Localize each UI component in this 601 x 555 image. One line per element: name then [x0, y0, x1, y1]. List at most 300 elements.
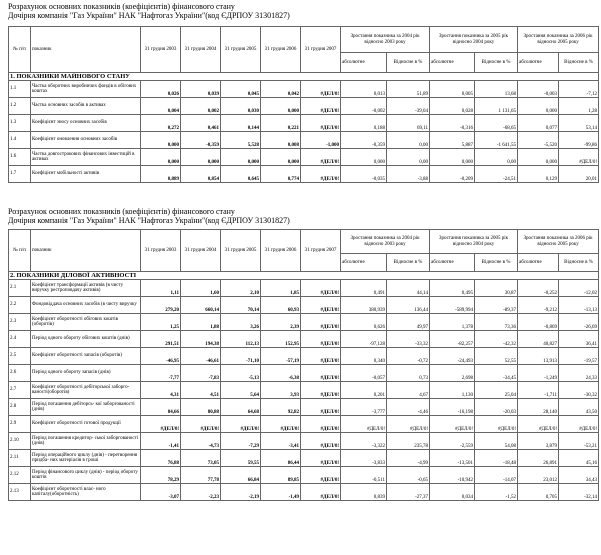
value-cell: #ДЕЛ/0!: [301, 416, 341, 433]
value-cell: 84,66: [141, 399, 181, 416]
value-cell: #ДЕЛ/0!: [301, 280, 341, 297]
indicator-name: Коефіцієнт оборотності влас- ного капіталу(оборотність): [31, 484, 141, 501]
value-cell: -46,61: [181, 348, 221, 365]
value-cell: -2,19: [221, 484, 261, 501]
value-cell: 0,000: [261, 149, 301, 166]
growth-cell: -5,520: [518, 132, 559, 149]
growth-cell: 30,87: [475, 280, 518, 297]
indicator-name: Період одного обороту запасів (днів): [31, 365, 141, 382]
value-cell: 0,221: [261, 115, 301, 132]
value-cell: #ДЕЛ/0!: [301, 467, 341, 484]
value-cell: 1,88: [181, 314, 221, 331]
indicator-name: Частка основних засобів в активах: [31, 98, 141, 115]
value-cell: 59,55: [221, 450, 261, 467]
header-absolute: абсолютне: [430, 53, 475, 73]
growth-cell: 13,913: [518, 348, 559, 365]
growth-cell: -34,45: [475, 365, 518, 382]
header-relative: Відносне в %: [559, 53, 599, 73]
growth-cell: 0,491: [341, 280, 387, 297]
value-cell: -1,000: [301, 132, 341, 149]
growth-cell: 0,73: [387, 365, 430, 382]
header-date-2004: 31 грудня 2004: [181, 27, 221, 73]
value-cell: #ДЕЛ/0!: [301, 81, 341, 98]
value-cell: 64,68: [221, 399, 261, 416]
value-cell: 92,82: [261, 399, 301, 416]
table-row: [9, 331, 599, 348]
value-cell: #ДЕЛ/0!: [301, 314, 341, 331]
value-cell: 0,000: [221, 149, 261, 166]
value-cell: -0,359: [181, 132, 221, 149]
header-growth-2005: Зростання показника за 2005 рік відносно 2004 року: [430, 230, 518, 254]
row-number: 2.8: [9, 399, 31, 416]
growth-cell: 0,705: [518, 484, 559, 501]
growth-cell: 13,68: [475, 81, 518, 98]
growth-cell: 20,01: [559, 166, 599, 183]
value-cell: 0,000: [141, 132, 181, 149]
growth-cell: -13,501: [430, 450, 475, 467]
growth-cell: -16,198: [430, 399, 475, 416]
growth-cell: -2,559: [430, 433, 475, 450]
growth-cell: -12,02: [559, 280, 599, 297]
row-number: 1.7: [9, 166, 31, 183]
value-cell: -1,41: [141, 433, 181, 450]
growth-cell: 0,839: [341, 484, 387, 501]
company-line: Дочірня компанія "Газ України" НАК "Нафтогаз України"(код ЄДРПОУ 31301827): [8, 216, 290, 225]
growth-cell: 73,36: [475, 314, 518, 331]
row-number: 2.9: [9, 416, 31, 433]
growth-cell: -32,14: [559, 484, 599, 501]
growth-cell: -1 641,55: [475, 132, 518, 149]
growth-cell: 0,188: [341, 115, 387, 132]
header-relative: Відносне в %: [559, 254, 599, 272]
table-block-2: [8, 207, 598, 501]
growth-cell: 2,698: [430, 365, 475, 382]
value-cell: #ДЕЛ/0!: [301, 433, 341, 450]
growth-cell: 0,00: [475, 149, 518, 166]
value-cell: 1,25: [141, 314, 181, 331]
header-date-2003: 31 грудня 2003: [141, 27, 181, 73]
table-block-1: [8, 2, 598, 183]
value-cell: 5,528: [221, 132, 261, 149]
row-number: 2.11: [9, 450, 31, 467]
growth-cell: #ДЕЛ/0!: [387, 416, 430, 433]
value-cell: -71,10: [221, 348, 261, 365]
row-number: 1.3: [9, 115, 31, 132]
value-cell: 0,039: [181, 81, 221, 98]
row-number: 2.13: [9, 484, 31, 501]
header-growth-2005: Зростання показника за 2005 рік відносно 2004 року: [430, 27, 518, 53]
growth-cell: -99,86: [559, 132, 599, 149]
value-cell: #ДЕЛ/0!: [301, 98, 341, 115]
growth-cell: -33,32: [387, 331, 430, 348]
indicator-name: Коефіцієнт мобільності активів: [31, 166, 141, 183]
growth-cell: 0,129: [518, 166, 559, 183]
growth-cell: -0,003: [518, 81, 559, 98]
row-number: 2.1: [9, 280, 31, 297]
growth-cell: 25,04: [475, 382, 518, 399]
value-cell: #ДЕЛ/0!: [301, 348, 341, 365]
table-row: [9, 433, 599, 450]
value-cell: -46,95: [141, 348, 181, 365]
value-cell: 4,31: [141, 382, 181, 399]
value-cell: 4,51: [181, 382, 221, 399]
row-number: 2.7: [9, 382, 31, 399]
table-row: [9, 115, 599, 132]
growth-cell: -0,869: [518, 314, 559, 331]
value-cell: -4,73: [181, 433, 221, 450]
growth-cell: -10,942: [430, 467, 475, 484]
value-cell: #ДЕЛ/0!: [261, 416, 301, 433]
row-number: 2.10: [9, 433, 31, 450]
indicator-name: Фондовіддача основних засобів (в чисту виручку: [31, 297, 141, 314]
header-date-2006: 31 грудня 2006: [261, 27, 301, 73]
growth-cell: 45,16: [559, 450, 599, 467]
value-cell: #ДЕЛ/0!: [301, 365, 341, 382]
growth-cell: -3,88: [387, 166, 430, 183]
growth-cell: -68,65: [475, 115, 518, 132]
header-growth-2004: Зростання показника за 2004 рік відносно 2003 року: [341, 230, 430, 254]
header-date-2007: 31 грудня 2007: [301, 230, 341, 272]
growth-cell: 26,891: [518, 450, 559, 467]
row-number: 2.3: [9, 314, 31, 331]
value-cell: #ДЕЛ/0!: [181, 416, 221, 433]
table-row: [9, 98, 599, 115]
header-growth-2006: Зростання показника за 2006 рік відносно 2005 року: [518, 27, 599, 53]
growth-cell: -0,252: [518, 280, 559, 297]
indicator-name: Коефіцієнт оборотності готової продукції: [31, 416, 141, 433]
value-cell: -7,29: [221, 433, 261, 450]
value-cell: 0,000: [141, 149, 181, 166]
value-cell: 3,26: [221, 314, 261, 331]
growth-cell: 51,89: [387, 81, 430, 98]
value-cell: 0,774: [261, 166, 301, 183]
header-absolute: абсолютне: [341, 53, 387, 73]
value-cell: #ДЕЛ/0!: [301, 399, 341, 416]
growth-cell: #ДЕЛ/0!: [430, 416, 475, 433]
indicators-table-1: [8, 26, 599, 183]
value-cell: 73,05: [181, 450, 221, 467]
growth-cell: -1,52: [475, 484, 518, 501]
growth-cell: 69,11: [387, 115, 430, 132]
growth-cell: -1,711: [518, 382, 559, 399]
header-indicator: показник: [31, 27, 141, 73]
row-number: 1.1: [9, 81, 31, 98]
growth-cell: 52,55: [475, 348, 518, 365]
growth-cell: -0,511: [341, 467, 387, 484]
row-number: 2.2: [9, 297, 31, 314]
value-cell: 0,889: [141, 166, 181, 183]
growth-cell: -0,035: [341, 166, 387, 183]
growth-cell: 0,626: [341, 314, 387, 331]
indicator-name: Частка довгострокових фінансових інвестицій в активах: [31, 149, 141, 166]
growth-cell: -0,002: [341, 98, 387, 115]
header-absolute: абсолютне: [341, 254, 387, 272]
header-relative: Відносне в %: [475, 53, 518, 73]
header-absolute: абсолютне: [430, 254, 475, 272]
value-cell: 86,44: [261, 450, 301, 467]
row-number: 2.12: [9, 467, 31, 484]
value-cell: -3,07: [141, 484, 181, 501]
growth-cell: -20,03: [475, 399, 518, 416]
indicator-name: Коефіцієнт зносу основних засобів: [31, 115, 141, 132]
row-number: 1.4: [9, 132, 31, 149]
indicator-name: Частка оборотних виробничих фондів в обігових коштах: [31, 81, 141, 98]
growth-cell: 54,08: [475, 433, 518, 450]
value-cell: 0,854: [181, 166, 221, 183]
value-cell: 0,645: [221, 166, 261, 183]
growth-cell: 0,00: [387, 132, 430, 149]
growth-cell: 0,340: [341, 348, 387, 365]
header-indicator: показник: [31, 230, 141, 272]
growth-cell: -7,12: [559, 81, 599, 98]
header-number: № п/п: [9, 27, 31, 73]
indicator-name: Коефіцієнт оборотності дебіторської заборго- ваності(оборотів): [31, 382, 141, 399]
value-cell: 80,88: [181, 399, 221, 416]
growth-cell: -18,48: [475, 450, 518, 467]
value-cell: -7,77: [141, 365, 181, 382]
section-title: 1. ПОКАЗНИКИ МАЙНОВОГО СТАНУ: [9, 73, 599, 81]
value-cell: -5,13: [221, 365, 261, 382]
growth-cell: #ДЕЛ/0!: [559, 416, 599, 433]
table-row: [9, 416, 599, 433]
row-number: 1.2: [9, 98, 31, 115]
header-growth-2004: Зростання показника за 2004 рік відносно 2003 року: [341, 27, 430, 53]
value-cell: -2,23: [181, 484, 221, 501]
growth-cell: -26,69: [559, 314, 599, 331]
value-cell: 0,045: [221, 81, 261, 98]
growth-cell: -589,994: [430, 297, 475, 314]
growth-cell: 1,28: [559, 98, 599, 115]
growth-cell: #ДЕЛ/0!: [475, 416, 518, 433]
value-cell: 2,10: [221, 280, 261, 297]
growth-cell: -4,99: [387, 450, 430, 467]
value-cell: -1,49: [261, 484, 301, 501]
table-row: [9, 365, 599, 382]
table-row: [9, 382, 599, 399]
value-cell: 152,95: [261, 331, 301, 348]
document-title: Розрахунок основних показників (коефіцієнтів) фінансового стану: [8, 2, 235, 11]
growth-cell: -42,32: [475, 331, 518, 348]
table-row: [9, 484, 599, 501]
value-cell: 1,11: [141, 280, 181, 297]
table-row: [9, 132, 599, 149]
growth-cell: 0,201: [341, 382, 387, 399]
value-cell: 78,29: [141, 467, 181, 484]
indicator-name: Коефіцієнт оновлення основних засобів: [31, 132, 141, 149]
value-cell: 1,60: [181, 280, 221, 297]
growth-cell: 1,378: [430, 314, 475, 331]
growth-cell: 24,33: [559, 365, 599, 382]
growth-cell: -53,21: [559, 433, 599, 450]
growth-cell: 53,14: [559, 115, 599, 132]
growth-cell: #ДЕЛ/0!: [341, 416, 387, 433]
growth-cell: 23,012: [518, 467, 559, 484]
value-cell: -57,19: [261, 348, 301, 365]
growth-cell: #ДЕЛ/0!: [559, 149, 599, 166]
table-row: [9, 297, 599, 314]
value-cell: 660,14: [181, 297, 221, 314]
growth-cell: -0,057: [341, 365, 387, 382]
value-cell: 2,39: [261, 314, 301, 331]
growth-cell: 0,495: [430, 280, 475, 297]
header-date-2004: 31 грудня 2004: [181, 230, 221, 272]
growth-cell: 43,50: [559, 399, 599, 416]
value-cell: 0,004: [141, 98, 181, 115]
value-cell: #ДЕЛ/0!: [301, 484, 341, 501]
value-cell: -7,83: [181, 365, 221, 382]
growth-cell: -9,212: [518, 297, 559, 314]
indicator-name: Період одного обороту обігових коштів (днів): [31, 331, 141, 348]
indicator-name: Період операційного циклу (днів) - перетворення придба- них матеріалів в гроші: [31, 450, 141, 467]
value-cell: 66,84: [221, 467, 261, 484]
value-cell: #ДЕЛ/0!: [221, 416, 261, 433]
growth-cell: 0,000: [341, 149, 387, 166]
value-cell: 0,008: [261, 132, 301, 149]
growth-cell: 1,130: [430, 382, 475, 399]
header-date-2003: 31 грудня 2003: [141, 230, 181, 272]
header-relative: Відносне в %: [387, 254, 430, 272]
indicator-name: Період погашення кредитор- ської заборгованості (днів): [31, 433, 141, 450]
value-cell: -6,38: [261, 365, 301, 382]
value-cell: 1,85: [261, 280, 301, 297]
header-date-2005: 31 грудня 2005: [221, 27, 261, 73]
growth-cell: 0,000: [518, 98, 559, 115]
header-absolute: абсолютне: [518, 53, 559, 73]
growth-cell: 0,000: [518, 149, 559, 166]
growth-cell: -27,37: [387, 484, 430, 501]
value-cell: 77,78: [181, 467, 221, 484]
value-cell: 0,026: [141, 81, 181, 98]
indicators-table-2: [8, 229, 599, 501]
growth-cell: 36,41: [559, 331, 599, 348]
row-number: 2.4: [9, 331, 31, 348]
header-date-2006: 31 грудня 2006: [261, 230, 301, 272]
growth-cell: -89,37: [475, 297, 518, 314]
value-cell: 0,042: [261, 81, 301, 98]
indicator-name: Період фінансового циклу (днів) - період обороту коштів: [31, 467, 141, 484]
value-cell: 76,88: [141, 450, 181, 467]
growth-cell: 49,97: [387, 314, 430, 331]
growth-cell: 28,140: [518, 399, 559, 416]
growth-cell: 136,44: [387, 297, 430, 314]
growth-cell: 0,005: [430, 81, 475, 98]
value-cell: 194,38: [181, 331, 221, 348]
table-row: [9, 149, 599, 166]
growth-cell: 0,013: [341, 81, 387, 98]
growth-cell: 0,077: [518, 115, 559, 132]
growth-cell: 235,78: [387, 433, 430, 450]
growth-cell: 4,67: [387, 382, 430, 399]
growth-cell: -30,32: [559, 382, 599, 399]
growth-cell: -14,07: [475, 467, 518, 484]
value-cell: 0,461: [181, 115, 221, 132]
growth-cell: -3,833: [341, 450, 387, 467]
value-cell: #ДЕЛ/0!: [301, 450, 341, 467]
value-cell: 60,93: [261, 297, 301, 314]
header-date-2007: 31 грудня 2007: [301, 27, 341, 73]
value-cell: 291,51: [141, 331, 181, 348]
value-cell: 5,64: [221, 382, 261, 399]
document-title: Розрахунок основних показників (коефіцієнтів) фінансового стану: [8, 207, 235, 216]
value-cell: 0,000: [181, 149, 221, 166]
company-line: Дочірня компанія "Газ України" НАК "Нафтогаз України"(код ЄДРПОУ 31301827): [8, 11, 290, 20]
indicator-name: Період погашення дебіторсь- кої заборгованості (днів): [31, 399, 141, 416]
table-row: [9, 314, 599, 331]
growth-cell: -0,65: [387, 467, 430, 484]
growth-cell: 44,14: [387, 280, 430, 297]
value-cell: #ДЕЛ/0!: [301, 382, 341, 399]
section-title: 2. ПОКАЗНИКИ ДІЛОВОЇ АКТИВНОСТІ: [9, 272, 599, 280]
header-relative: Відносне в %: [475, 254, 518, 272]
indicator-name: Коефіцієнт оборотності запасів (оборотів): [31, 348, 141, 365]
value-cell: 0,144: [221, 115, 261, 132]
growth-cell: 0,028: [430, 98, 475, 115]
growth-cell: -1,249: [518, 365, 559, 382]
table-row: [9, 166, 599, 183]
value-cell: 279,20: [141, 297, 181, 314]
header-relative: Відносне в %: [387, 53, 430, 73]
table-row: [9, 280, 599, 297]
value-cell: 3,93: [261, 382, 301, 399]
value-cell: #ДЕЛ/0!: [301, 115, 341, 132]
growth-cell: 1 131,65: [475, 98, 518, 115]
growth-cell: 0,00: [387, 149, 430, 166]
growth-cell: 380,939: [341, 297, 387, 314]
growth-cell: -4,46: [387, 399, 430, 416]
growth-cell: -13,13: [559, 297, 599, 314]
growth-cell: -3,777: [341, 399, 387, 416]
row-number: 2.5: [9, 348, 31, 365]
value-cell: #ДЕЛ/0!: [301, 166, 341, 183]
table-row: [9, 348, 599, 365]
growth-cell: -82,257: [430, 331, 475, 348]
growth-cell: -0,72: [387, 348, 430, 365]
table-row: [9, 81, 599, 98]
growth-cell: 40,827: [518, 331, 559, 348]
table-row: [9, 467, 599, 484]
table-row: [9, 450, 599, 467]
growth-cell: -0,209: [430, 166, 475, 183]
value-cell: #ДЕЛ/0!: [301, 331, 341, 348]
value-cell: 89,85: [261, 467, 301, 484]
table-row: [9, 399, 599, 416]
header-growth-2006: Зростання показника за 2006 рік відносно 2005 року: [518, 230, 599, 254]
value-cell: 0,000: [261, 98, 301, 115]
growth-cell: -97,128: [341, 331, 387, 348]
growth-cell: -0,359: [341, 132, 387, 149]
growth-cell: 5,887: [430, 132, 475, 149]
growth-cell: 3,879: [518, 433, 559, 450]
value-cell: 0,272: [141, 115, 181, 132]
growth-cell: -24,493: [430, 348, 475, 365]
indicator-name: Коефіцієнт трансформації активів (в чисту виручку рестроповдачу активів): [31, 280, 141, 297]
value-cell: 112,13: [221, 331, 261, 348]
value-cell: 0,002: [181, 98, 221, 115]
header-absolute: абсолютне: [518, 254, 559, 272]
value-cell: #ДЕЛ/0!: [141, 416, 181, 433]
indicator-name: Коефіцієнт оборотності обігових коштів (оборотів): [31, 314, 141, 331]
growth-cell: -24,51: [475, 166, 518, 183]
growth-cell: -19,57: [559, 348, 599, 365]
growth-cell: -39,04: [387, 98, 430, 115]
row-number: 1.6: [9, 149, 31, 166]
growth-cell: -0,316: [430, 115, 475, 132]
growth-cell: 0,000: [430, 149, 475, 166]
value-cell: #ДЕЛ/0!: [301, 297, 341, 314]
value-cell: #ДЕЛ/0!: [301, 149, 341, 166]
growth-cell: 34,43: [559, 467, 599, 484]
value-cell: 70,14: [221, 297, 261, 314]
